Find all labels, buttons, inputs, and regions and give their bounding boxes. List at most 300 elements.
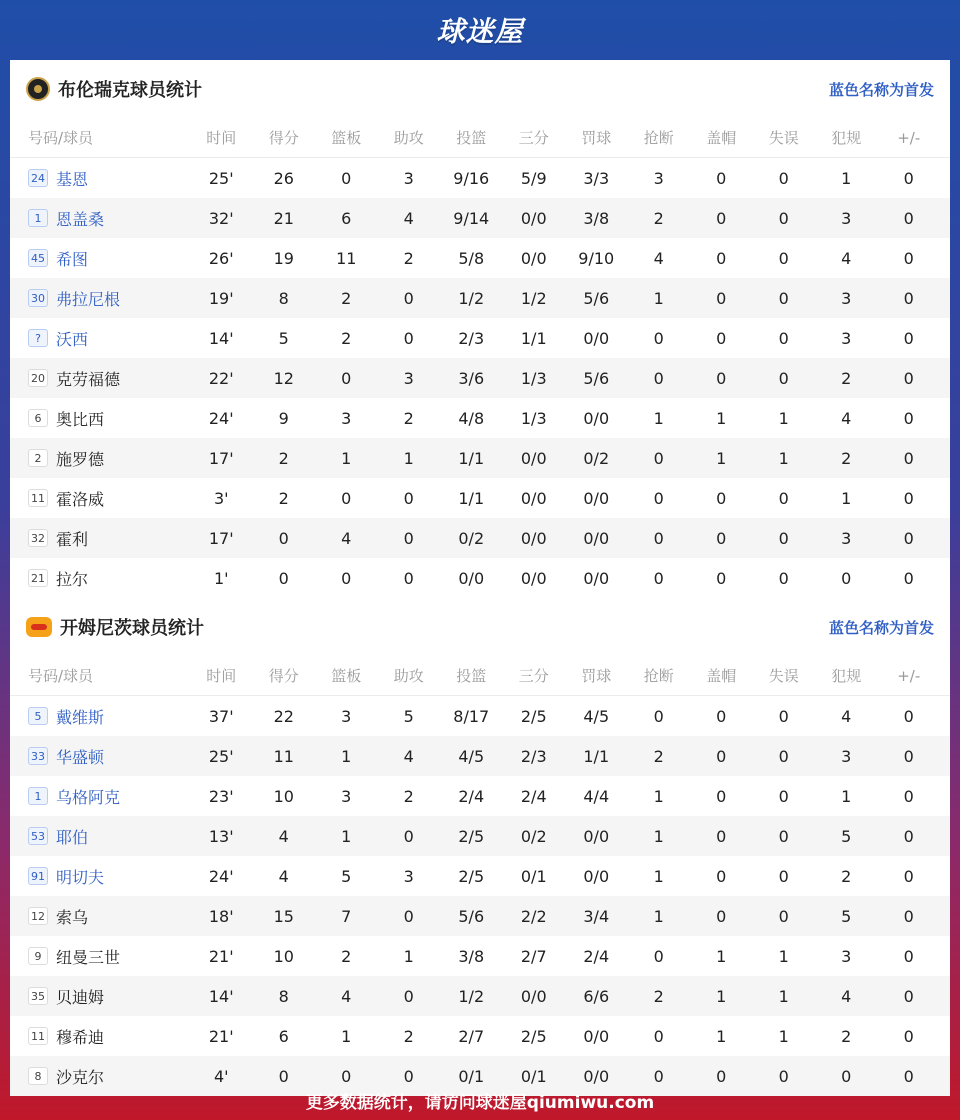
- player-cell: [10, 527, 190, 550]
- stat-cell: 4: [278, 866, 289, 886]
- stat-cell: 0: [403, 288, 414, 308]
- stat-cell: 2: [653, 986, 664, 1006]
- stat-cell: 3: [841, 288, 852, 308]
- stat-cell: 14': [208, 986, 234, 1006]
- stat-cell: 1/1: [583, 746, 610, 766]
- stat-cell: 0/0: [520, 488, 547, 508]
- section-title: 开姆尼茨球员统计: [60, 618, 204, 639]
- stat-cell: 1: [341, 448, 352, 468]
- column-header[interactable]: +/-: [897, 666, 921, 685]
- stat-cell: 0/0: [520, 248, 547, 268]
- stat-cell: 0/0: [520, 528, 547, 548]
- player-name-link[interactable]: 霍洛威: [56, 489, 105, 509]
- player-cell: [10, 745, 190, 768]
- stat-cell: 13': [208, 826, 234, 846]
- stat-cell: 0/1: [520, 866, 547, 886]
- stat-cell: 0: [778, 568, 789, 588]
- stat-cell: 0: [903, 568, 914, 588]
- stat-cell: 15: [273, 906, 294, 926]
- column-header[interactable]: 时间: [206, 129, 237, 147]
- table-row[interactable]: [10, 936, 950, 976]
- table-row[interactable]: [10, 198, 950, 238]
- stat-cell: 0: [778, 786, 789, 806]
- stat-cell: 0: [903, 488, 914, 508]
- stat-cell: 1/1: [458, 488, 485, 508]
- player-name-link[interactable]: 奥比西: [56, 409, 105, 429]
- stat-cell: 0: [716, 866, 727, 886]
- stat-cell: 0: [778, 826, 789, 846]
- stat-cell: 0: [653, 488, 664, 508]
- stat-cell: 0: [903, 288, 914, 308]
- table-row[interactable]: [10, 558, 950, 598]
- player-name-link[interactable]: 耶伯: [56, 827, 89, 847]
- player-name-link[interactable]: 希图: [56, 249, 89, 269]
- stat-cell: 1: [653, 826, 664, 846]
- stat-cell: 0/2: [520, 826, 547, 846]
- column-header[interactable]: 抢断: [643, 667, 674, 685]
- stat-cell: 19: [273, 248, 294, 268]
- stat-cell: 1: [716, 448, 727, 468]
- stats-panel: [10, 60, 950, 1087]
- player-cell: [10, 287, 190, 310]
- stat-cell: 5/6: [458, 906, 485, 926]
- stat-cell: 0: [716, 368, 727, 388]
- stat-cell: 2: [403, 1026, 414, 1046]
- stat-cell: 0: [778, 208, 789, 228]
- stat-cell: 7: [341, 906, 352, 926]
- player-cell: [10, 327, 190, 350]
- stat-cell: 0: [653, 1066, 664, 1086]
- column-header[interactable]: 得分: [268, 129, 299, 147]
- stat-cell: 1: [716, 1026, 727, 1046]
- stat-cell: 5: [341, 866, 352, 886]
- jersey-number-badge: 6: [28, 409, 48, 427]
- section-title-group: [26, 76, 202, 102]
- stat-cell: 0/0: [583, 528, 610, 548]
- stat-cell: 8/17: [453, 706, 490, 726]
- column-header: 号码/球员: [28, 667, 94, 685]
- column-header[interactable]: 篮板: [331, 129, 362, 147]
- stat-cell: 2: [841, 1026, 852, 1046]
- stat-cell: 9: [278, 408, 289, 428]
- stat-cell: 3/4: [583, 906, 610, 926]
- column-header[interactable]: 得分: [268, 667, 299, 685]
- stat-cell: 0: [778, 328, 789, 348]
- stat-cell: 2/4: [583, 946, 610, 966]
- column-header[interactable]: 罚球: [581, 129, 612, 147]
- stat-cell: 32': [208, 208, 234, 228]
- stat-cell: 0/0: [583, 568, 610, 588]
- column-header[interactable]: 助攻: [393, 129, 424, 147]
- table-row[interactable]: [10, 976, 950, 1016]
- column-header[interactable]: 助攻: [393, 667, 424, 685]
- column-header[interactable]: 篮板: [331, 667, 362, 685]
- stat-cell: 0: [903, 1026, 914, 1046]
- stat-cell: 1/2: [520, 288, 547, 308]
- stat-cell: 6: [341, 208, 352, 228]
- stat-cell: 0: [653, 1026, 664, 1046]
- stat-cell: 0: [903, 946, 914, 966]
- player-name-link[interactable]: 索乌: [56, 907, 89, 927]
- player-name-link[interactable]: 贝迪姆: [56, 987, 105, 1007]
- stat-cell: 0/0: [583, 1066, 610, 1086]
- table-row[interactable]: [10, 896, 950, 936]
- stat-cell: 2: [403, 408, 414, 428]
- stat-cell: 12: [273, 368, 294, 388]
- stat-cell: 8: [278, 288, 289, 308]
- stat-cell: 5: [278, 328, 289, 348]
- stat-cell: 0: [716, 1066, 727, 1086]
- stat-cell: 1: [716, 946, 727, 966]
- stat-cell: 0: [903, 528, 914, 548]
- stat-cell: 4: [841, 248, 852, 268]
- jersey-number-badge: 12: [28, 907, 48, 925]
- stat-cell: 23': [208, 786, 234, 806]
- stat-cell: 3: [841, 946, 852, 966]
- stat-cell: 10: [273, 946, 294, 966]
- table-row[interactable]: [10, 736, 950, 776]
- jersey-number-badge: 1: [28, 209, 48, 227]
- player-name-link[interactable]: 穆希迪: [56, 1027, 105, 1047]
- team-section-2: [10, 598, 950, 1096]
- stat-cell: 1: [341, 746, 352, 766]
- column-header[interactable]: 犯规: [831, 129, 862, 147]
- table-row[interactable]: [10, 518, 950, 558]
- player-name-link[interactable]: 纽曼三世: [56, 947, 121, 967]
- stat-cell: 3: [341, 786, 352, 806]
- jersey-number-badge: 30: [28, 289, 48, 307]
- stat-cell: 0: [903, 746, 914, 766]
- team-section-1: [10, 60, 950, 598]
- stat-cell: 0: [341, 1066, 352, 1086]
- stat-cell: 10: [273, 786, 294, 806]
- jersey-number-badge: 24: [28, 169, 48, 187]
- column-header[interactable]: +/-: [897, 128, 921, 147]
- stat-cell: 0: [653, 946, 664, 966]
- stat-cell: 2/5: [458, 826, 485, 846]
- stat-cell: 3: [403, 866, 414, 886]
- column-header[interactable]: 失误: [768, 129, 799, 147]
- stat-cell: 5: [841, 826, 852, 846]
- stat-cell: 25': [208, 168, 234, 188]
- stat-cell: 2/2: [520, 906, 547, 926]
- stat-cell: 3: [341, 706, 352, 726]
- jersey-number-badge: 45: [28, 249, 48, 267]
- stat-cell: 1/1: [520, 328, 547, 348]
- player-cell: [10, 785, 190, 808]
- stat-cell: 0: [653, 368, 664, 388]
- stat-cell: 0: [778, 488, 789, 508]
- column-header[interactable]: 时间: [206, 667, 237, 685]
- stat-cell: 0: [341, 568, 352, 588]
- stat-cell: 0: [903, 906, 914, 926]
- player-name-link[interactable]: 华盛顿: [56, 747, 105, 767]
- jersey-number-badge: 20: [28, 369, 48, 387]
- player-name-link[interactable]: 沙克尔: [56, 1067, 105, 1087]
- stat-cell: 0: [403, 328, 414, 348]
- stat-cell: 5/6: [583, 368, 610, 388]
- table-row[interactable]: [10, 318, 950, 358]
- table-row[interactable]: [10, 398, 950, 438]
- table-row[interactable]: [10, 478, 950, 518]
- player-cell: [10, 407, 190, 430]
- section-header: [10, 60, 950, 118]
- stat-cell: 0: [653, 528, 664, 548]
- stat-cell: 0: [841, 1066, 852, 1086]
- stat-cell: 4: [841, 408, 852, 428]
- stat-cell: 1: [341, 1026, 352, 1046]
- stat-cell: 3: [841, 328, 852, 348]
- stat-cell: 3/6: [458, 368, 485, 388]
- stat-cell: 0: [716, 906, 727, 926]
- niners-logo-icon: [26, 617, 52, 637]
- stat-cell: 0: [278, 1066, 289, 1086]
- column-header[interactable]: 失误: [768, 667, 799, 685]
- stat-cell: 21': [208, 1026, 234, 1046]
- stat-cell: 1: [716, 408, 727, 428]
- stat-cell: 0: [653, 328, 664, 348]
- table-row[interactable]: [10, 1016, 950, 1056]
- player-cell: [10, 167, 190, 190]
- stat-cell: 21': [208, 946, 234, 966]
- column-header[interactable]: 投篮: [456, 667, 487, 685]
- footer-banner[interactable]: [0, 1080, 960, 1120]
- player-name-link[interactable]: 沃西: [56, 329, 89, 349]
- stat-cell: 2/3: [458, 328, 485, 348]
- stat-cell: 0: [903, 986, 914, 1006]
- player-name-link[interactable]: 基恩: [56, 169, 89, 189]
- stat-cell: 0: [403, 488, 414, 508]
- stat-cell: 3: [841, 528, 852, 548]
- column-header[interactable]: 犯规: [831, 667, 862, 685]
- stat-cell: 0: [778, 1066, 789, 1086]
- stat-cell: 26': [208, 248, 234, 268]
- table-row[interactable]: [10, 358, 950, 398]
- stat-cell: 0/1: [520, 1066, 547, 1086]
- section-title-group: [26, 614, 204, 640]
- table-row[interactable]: [10, 278, 950, 318]
- stat-cell: 3: [403, 168, 414, 188]
- stat-cell: 0: [903, 448, 914, 468]
- stat-cell: 0: [716, 208, 727, 228]
- stat-cell: 5/8: [458, 248, 485, 268]
- stat-cell: 0: [778, 746, 789, 766]
- stat-cell: 5: [403, 706, 414, 726]
- jersey-number-badge: 1: [28, 787, 48, 805]
- stat-cell: 4': [213, 1066, 229, 1086]
- stat-cell: 4/4: [583, 786, 610, 806]
- stat-cell: 1: [778, 986, 789, 1006]
- stat-cell: 2: [341, 946, 352, 966]
- player-name-link[interactable]: 施罗德: [56, 449, 105, 469]
- column-header[interactable]: 盖帽: [706, 667, 737, 685]
- stat-cell: 0: [903, 208, 914, 228]
- stat-cell: 4: [341, 528, 352, 548]
- stat-cell: 6: [278, 1026, 289, 1046]
- table-row[interactable]: [10, 158, 950, 198]
- stat-cell: 0: [653, 706, 664, 726]
- stat-cell: 0: [903, 866, 914, 886]
- stat-cell: 2/5: [458, 866, 485, 886]
- jersey-number-badge: 21: [28, 569, 48, 587]
- player-name-link[interactable]: 霍利: [56, 529, 89, 549]
- stat-cell: 18': [208, 906, 234, 926]
- section-header: [10, 598, 950, 656]
- stat-cell: 0: [403, 906, 414, 926]
- stat-cell: 2: [403, 786, 414, 806]
- stat-cell: 0: [653, 448, 664, 468]
- column-header[interactable]: 三分: [518, 667, 549, 685]
- column-header[interactable]: 抢断: [643, 129, 674, 147]
- stat-cell: 0: [778, 866, 789, 886]
- stat-cell: 0: [716, 168, 727, 188]
- stat-cell: 0/0: [583, 408, 610, 428]
- player-cell: [10, 865, 190, 888]
- player-cell: [10, 207, 190, 230]
- stat-cell: 0: [341, 488, 352, 508]
- stat-cell: 0: [778, 168, 789, 188]
- stat-cell: 9/14: [453, 208, 490, 228]
- column-header[interactable]: 三分: [518, 129, 549, 147]
- stat-cell: 0: [403, 528, 414, 548]
- stat-cell: 3: [841, 746, 852, 766]
- stat-cell: 0: [903, 826, 914, 846]
- stat-cell: 2: [841, 368, 852, 388]
- stat-cell: 0/0: [583, 866, 610, 886]
- stat-cell: 4: [341, 986, 352, 1006]
- stat-cell: 9/10: [578, 248, 615, 268]
- jersey-number-badge: 2: [28, 449, 48, 467]
- stat-cell: 0: [903, 408, 914, 428]
- player-name-link[interactable]: 弗拉尼根: [56, 289, 121, 309]
- stat-cell: 37': [208, 706, 234, 726]
- stat-cell: 2/7: [520, 946, 547, 966]
- stat-cell: 0: [778, 528, 789, 548]
- stat-cell: 0: [778, 906, 789, 926]
- stat-cell: 3/8: [583, 208, 610, 228]
- starter-legend: 蓝色名称为首发: [828, 80, 934, 99]
- table-row[interactable]: [10, 696, 950, 736]
- stat-cell: 1: [778, 408, 789, 428]
- table-row[interactable]: [10, 238, 950, 278]
- stat-cell: 2/3: [520, 746, 547, 766]
- jersey-number-badge: 11: [28, 1027, 48, 1045]
- table-row[interactable]: [10, 856, 950, 896]
- player-name-link[interactable]: 恩盖桑: [56, 209, 105, 229]
- jersey-number-badge: 8: [28, 1067, 48, 1085]
- stat-cell: 24': [208, 866, 234, 886]
- stat-cell: 0: [716, 528, 727, 548]
- stat-cell: 3': [213, 488, 229, 508]
- stat-cell: 0: [716, 488, 727, 508]
- stat-cell: 1: [841, 786, 852, 806]
- stat-cell: 2: [278, 448, 289, 468]
- stat-cell: 24': [208, 408, 234, 428]
- stat-cell: 0: [903, 248, 914, 268]
- stat-cell: 3: [403, 368, 414, 388]
- stat-cell: 0/0: [458, 568, 485, 588]
- stat-cell: 4/8: [458, 408, 485, 428]
- stat-cell: 0/1: [458, 1066, 485, 1086]
- table-header-row: [10, 118, 950, 158]
- stat-cell: 4: [841, 706, 852, 726]
- stat-cell: 0: [403, 568, 414, 588]
- stat-cell: 0: [903, 328, 914, 348]
- stat-cell: 1: [653, 786, 664, 806]
- stat-cell: 1: [653, 866, 664, 886]
- stat-cell: 0: [341, 368, 352, 388]
- stat-cell: 0: [903, 706, 914, 726]
- player-cell: [10, 487, 190, 510]
- stat-cell: 2/4: [458, 786, 485, 806]
- player-cell: [10, 567, 190, 590]
- stat-cell: 19': [208, 288, 234, 308]
- stat-cell: 1': [213, 568, 229, 588]
- stat-cell: 1: [403, 946, 414, 966]
- player-name-link[interactable]: 乌格阿克: [56, 787, 121, 807]
- stat-cell: 3: [653, 168, 664, 188]
- stat-cell: 1: [778, 946, 789, 966]
- stat-cell: 9/16: [453, 168, 490, 188]
- player-name-link[interactable]: 克劳福德: [56, 369, 121, 389]
- brand-logo: 球迷屋: [436, 15, 524, 48]
- player-name-link[interactable]: 拉尔: [56, 569, 89, 589]
- stat-cell: 0/0: [583, 488, 610, 508]
- stat-cell: 22': [208, 368, 234, 388]
- stat-cell: 4: [403, 746, 414, 766]
- stat-cell: 26: [273, 168, 294, 188]
- jersey-number-badge: 53: [28, 827, 48, 845]
- table-row[interactable]: [10, 776, 950, 816]
- stat-cell: 2/5: [520, 1026, 547, 1046]
- player-cell: [10, 1025, 190, 1048]
- stat-cell: 11: [273, 746, 294, 766]
- stat-cell: 3/8: [458, 946, 485, 966]
- stat-cell: 0: [903, 786, 914, 806]
- stat-cell: 0: [716, 786, 727, 806]
- app-header: [0, 0, 960, 60]
- player-name-link[interactable]: 戴维斯: [56, 707, 105, 727]
- stat-cell: 1: [653, 408, 664, 428]
- column-header[interactable]: 罚球: [581, 667, 612, 685]
- column-header[interactable]: 盖帽: [706, 129, 737, 147]
- stat-cell: 5: [841, 906, 852, 926]
- column-header[interactable]: 投篮: [456, 129, 487, 147]
- stat-cell: 0: [903, 168, 914, 188]
- jersey-number-badge: 35: [28, 987, 48, 1005]
- stat-cell: 8: [278, 986, 289, 1006]
- stat-cell: 2: [403, 248, 414, 268]
- player-name-link[interactable]: 明切夫: [56, 867, 105, 887]
- column-header: 号码/球员: [28, 129, 94, 147]
- stat-cell: 3/3: [583, 168, 610, 188]
- stat-cell: 1/2: [458, 986, 485, 1006]
- table-row[interactable]: [10, 438, 950, 478]
- stat-cell: 1: [403, 448, 414, 468]
- table-row[interactable]: [10, 816, 950, 856]
- stat-cell: 0/2: [583, 448, 610, 468]
- section-title: 布伦瑞克球员统计: [58, 80, 202, 101]
- stat-cell: 0/0: [583, 826, 610, 846]
- stat-cell: 6/6: [583, 986, 610, 1006]
- jersey-number-badge: 32: [28, 529, 48, 547]
- stat-cell: 2: [841, 448, 852, 468]
- stat-cell: 3: [341, 408, 352, 428]
- stat-cell: 2: [653, 746, 664, 766]
- stat-cell: 4: [841, 986, 852, 1006]
- stat-cell: 22: [273, 706, 294, 726]
- stat-cell: 0: [903, 368, 914, 388]
